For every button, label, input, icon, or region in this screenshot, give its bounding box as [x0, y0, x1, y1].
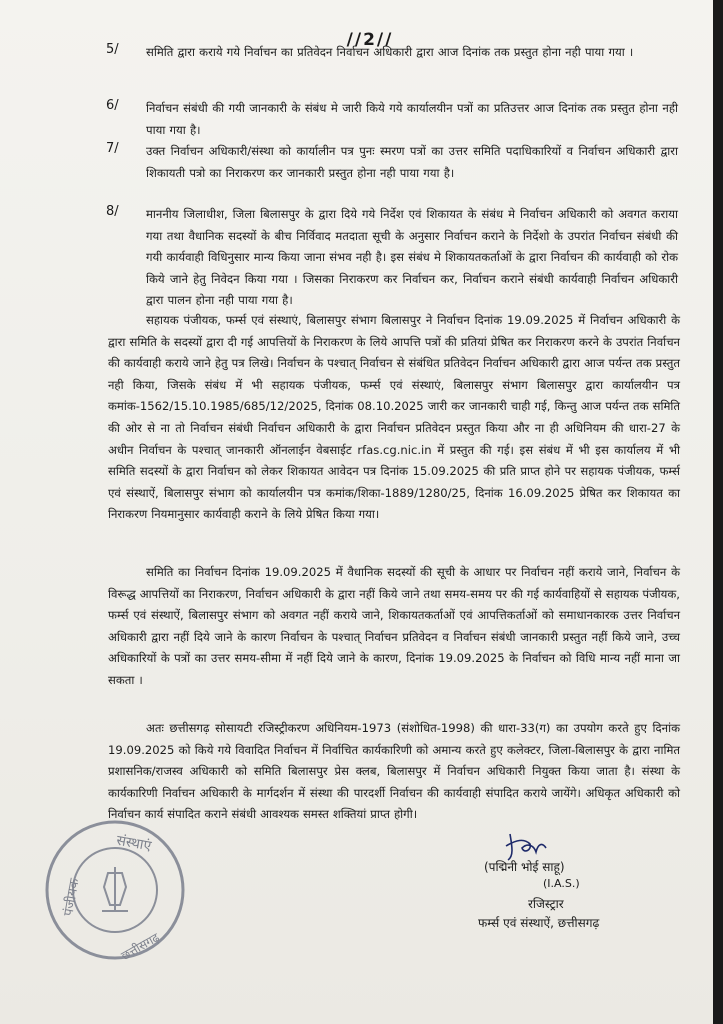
seal-left-text: पंजीयक: [61, 877, 83, 918]
scan-edge: [713, 0, 723, 1024]
item-text: समिति द्वारा कराये गये निर्वाचन का प्रतिवेदन निर्वाचन अधिकारी द्वारा आज दिनांक तक प्रस्तुत होना नही पाया गया ।: [146, 45, 634, 59]
item-text: निर्वाचन संबंधी की गयी जानकारी के संबंध मे जारी किये गये कार्यालयीन पत्रों का प्रतिउत्तर आज दिनांक तक प्रस्तुत होना नही पाया गया है।: [146, 101, 678, 137]
list-item-6: [108, 98, 678, 141]
item-number: 6/: [106, 98, 119, 113]
item-number: 8/: [106, 204, 119, 219]
signatory-title: (I.A.S.): [543, 877, 580, 890]
official-seal: [40, 815, 190, 965]
seal-bottom-text: छत्तीसगढ़: [118, 930, 162, 964]
paragraph-order: अतः छत्तीसगढ़ सोसायटी रजिस्ट्रीकरण अधिनियम-1973 (संशोधित-1998) की धारा-33(ग) का उपयोग करते हुए दिनांक 19.09.2025 को किये गये विवादित निर्वाचन में निर्वाचित कार्यकारिणी को अमान्य करते हुए कलेक्टर, जिला-बिलासपुर के द्वारा नामित प्रशासनिक/राजस्व अधिकारी को समिति बिलासपुर प्रेस क्लब, बिलासपुर में निर्वाचन अधिकारी नियुक्त किया जाता है। संस्था के कार्यकारिणी निर्वाचन अधिकारी के मार्गदर्शन में संस्था की पारदर्शी निर्वाचन की कार्यवाही संपादित कराये जायेंगे। अधिकृत अधिकारी को निर्वाचन कार्य संपादित कराने संबंधी आवश्यक समस्त शक्तियां प्राप्त होगी।: [108, 721, 680, 822]
page-number: //2//: [346, 30, 394, 50]
item-text: उक्त निर्वाचन अधिकारी/संस्था को कार्यालीन पत्र पुनः स्मरण पत्रों का उत्तर समिति पदाधिकारियों व निर्वाचन अधिकारी द्वारा शिकायती पत्रो का निराकरण कर जानकारी प्रस्तुत होना नही पाया गया है।: [146, 144, 678, 180]
item-number: 5/: [106, 42, 119, 57]
paragraph-election-invalid: समिति का निर्वाचन दिनांक 19.09.2025 में वैधानिक सदस्यों की सूची के आधार पर निर्वाचन नहीं कराये जाने, निर्वाचन के विरूद्ध आपत्तियों का निराकरण, निर्वाचन अधिकारी के द्वारा नहीं किये जाने तथा समय-समय पर की गई कार्यवाहियों से सहायक पंजीयक, फर्म्स एवं संस्थाऐं, बिलासपुर संभाग को अवगत नहीं कराये जाने, शिकायतकर्ताओं एवं आपत्तिकर्ताओं को समाधानकारक उत्तर निर्वाचन अधिकारी द्वारा नहीं दिये जाने के कारण निर्वाचन के पश्चात् निर्वाचन प्रतिवेदन व निर्वाचन संबंधी जानकारी प्रस्तुत नहीं किये जाने, उच्च अधिकारियों के पत्रों का उत्तर समय-सीमा में नहीं दिये जाने के कारण, दिनांक 19.09.2025 के निर्वाचन को विधि मान्य नहीं माना जा सकता ।: [108, 565, 680, 687]
list-item-8: [108, 204, 678, 312]
signatory-office: फर्म्स एवं संस्थाऐं, छत्तीसगढ़: [478, 916, 600, 930]
list-item-5: [108, 42, 678, 64]
signatory-name: (पद्मिनी भोई साहू): [484, 860, 565, 874]
signatory-designation: रजिस्ट्रार: [528, 897, 564, 911]
item-text: माननीय जिलाधीश, जिला बिलासपुर के द्वारा दिये गये निर्देश एवं शिकायत के संबंध मे निर्वाचन अधिकारी को अवगत कराया गया तथा वैधानिक सदस्यों के बीच निर्विवाद मतदाता सूची के अनुसार निर्वाचन कराने के निर्देशो के उपरांत निर्वाचन संबंधी की गयी कार्यवाही विधिनुसार मान्य किया जाना संभव नही है। इस संबंध मे शिकायतकर्ताओं के द्वारा निर्वाचन की कार्यवाही को रोक किये जाने हेतु निवेदन किया गया । जिसका निराकरण कर निर्वाचन कर, निर्वाचन कराने संबंधी कार्यवाही निर्वाचन अधिकारी द्वारा पालन होना नही पाया गया है।: [146, 207, 678, 308]
seal-top-text: संस्थाएं: [115, 832, 153, 855]
list-item-7: [108, 141, 678, 184]
item-number: 7/: [106, 141, 119, 156]
paragraph-assistant-registrar: सहायक पंजीयक, फर्म्स एवं संस्थाएं, बिलासपुर संभाग बिलासपुर ने निर्वाचन दिनांक 19.09.2025 में निर्वाचन अधिकारी के द्वारा समिति के सदस्यों द्वारा दी गई आपत्तियों के निराकरण के लिये आपत्ति पत्रों की प्रतियां प्रेषित कर निराकरण करने के उपरांत निर्वाचन की कार्यवाही कराये जाने हेतु पत्र लिखे। निर्वाचन के पश्चात् निर्वाचन से संबंधित प्रतिवेदन निर्वाचन अधिकारी द्वारा आज पर्यन्त तक प्रस्तुत नही किया, जिसके संबंध में भी सहायक पंजीयक, फर्म्स एवं संस्थाएं, बिलासपुर संभाग बिलासपुर द्वारा कार्यालयीन पत्र कमांक-1562/15.10.1985/685/12/2025, दिनांक 08.10.2025 जारी कर जानकारी चाही गई, किन्तु आज पर्यन्त तक समिति की ओर से ना तो निर्वाचन संबंधी निर्वाचन अधिकारी के द्वारा निर्वाचन प्रतिवेदन प्रस्तुत किया और ना ही अधिनियम की धारा-27 के अधीन निर्वाचन के पश्चात् जानकारी ऑनलाईन वेबसाईट rfas.cg.nic.in में प्रस्तुत की गई। इस संबंध में भी इस कार्यालय में भी समिति सदस्यों के द्वारा निर्वाचन को लेकर शिकायत आवेदन पत्र दिनांक 15.09.2025 की प्रति प्राप्त होने पर सहायक पंजीयक, फर्म्स एवं संस्थाऐं, बिलासपुर संभाग को कार्यालयीन पत्र कमांक/शिका-1889/1280/25, दिनांक 16.09.2025 प्रेषित कर शिकायत का निराकरण नियमानुसार कार्यवाही कराने के लिये प्रेषित किया गया।: [108, 313, 680, 522]
